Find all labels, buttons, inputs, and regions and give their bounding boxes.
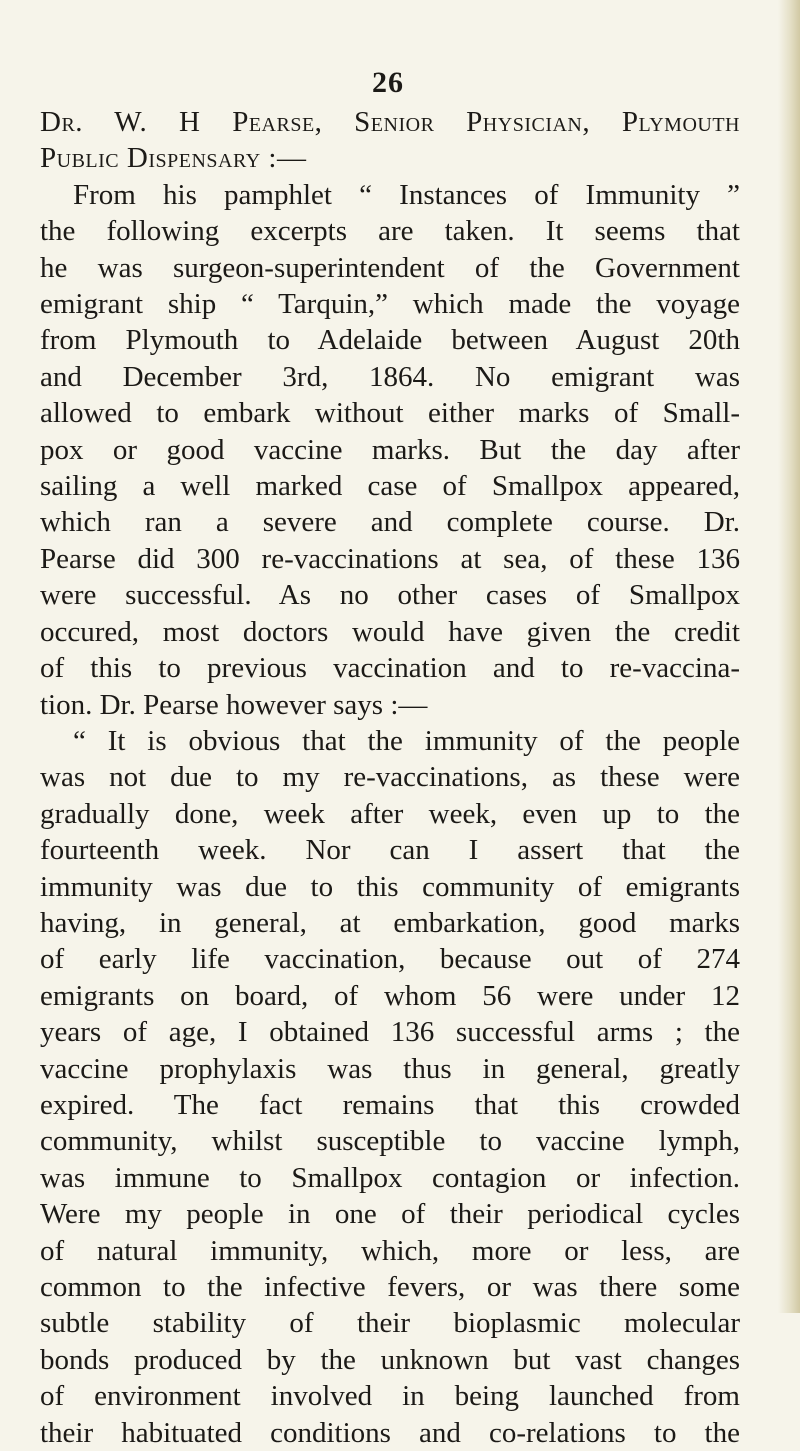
text-line: bonds produced by the unknown but vast changes (40, 1343, 740, 1376)
text-line: immunity was due to this community of emigrants (40, 870, 740, 903)
text-line: expired. The fact remains that this crowded (40, 1088, 740, 1121)
text-line: the following excerpts are taken. It seems that (40, 215, 740, 248)
text-line: of this to previous vaccination and to re-vaccina- (40, 652, 740, 685)
text-line: emigrants on board, of whom 56 were under 12 (40, 979, 740, 1012)
text-line: vaccine prophylaxis was thus in general, greatly (40, 1052, 740, 1085)
text-line: “ It is obvious that the immunity of the people (73, 724, 740, 757)
text-line: Public Dispensary :— (40, 142, 307, 175)
text-line: which ran a severe and complete course. Dr. (40, 506, 740, 539)
text-line: allowed to embark without either marks of Small- (40, 397, 740, 430)
text-line: of natural immunity, which, more or less, are (40, 1234, 740, 1267)
text-line: having, in general, at embarkation, good marks (40, 906, 740, 939)
text-line: he was surgeon-superintendent of the Government (40, 251, 740, 284)
body-text (40, 104, 740, 1451)
text-line: their habituated conditions and co-relations to the (40, 1416, 740, 1449)
text-line: was immune to Smallpox contagion or infection. (40, 1161, 740, 1194)
text-line: Dr. W. H Pearse, Senior Physician, Plymouth (40, 106, 740, 138)
text-line: from Plymouth to Adelaide between August 20th (40, 324, 740, 357)
text-line: pox or good vaccine marks. But the day after (40, 433, 740, 466)
text-line: occured, most doctors would have given the credit (40, 615, 740, 648)
text-line: years of age, I obtained 136 successful arms ; the (40, 1016, 740, 1049)
text-line: community, whilst susceptible to vaccine lymph, (40, 1125, 740, 1158)
text-line: were successful. As no other cases of Smallpox (40, 579, 740, 612)
page-edge-shading (778, 0, 800, 1313)
text-line: emigrant ship “ Tarquin,” which made the voyage (40, 288, 740, 321)
text-line: Pearse did 300 re-vaccinations at sea, of these 136 (40, 542, 740, 575)
text-line: and December 3rd, 1864. No emigrant was (40, 360, 740, 393)
text-line: of early life vaccination, because out of 274 (40, 943, 740, 976)
text-line: subtle stability of their bioplasmic molecular (40, 1307, 740, 1340)
text-line: common to the infective fevers, or was there some (40, 1271, 740, 1303)
text-line: From his pamphlet “ Instances of Immunity ” (73, 178, 740, 211)
text-line: Were my people in one of their periodical cycles (40, 1198, 740, 1231)
text-line: of environment involved in being launched from (40, 1380, 740, 1413)
text-line: gradually done, week after week, even up to the (40, 797, 740, 830)
page-number: 26 (372, 66, 404, 99)
text-line: sailing a well marked case of Smallpox appeared, (40, 470, 740, 503)
text-line: fourteenth week. Nor can I assert that the (40, 834, 740, 867)
text-line: was not due to my re-vaccinations, as these were (40, 761, 740, 794)
text-line: tion. Dr. Pearse however says :— (40, 688, 428, 721)
